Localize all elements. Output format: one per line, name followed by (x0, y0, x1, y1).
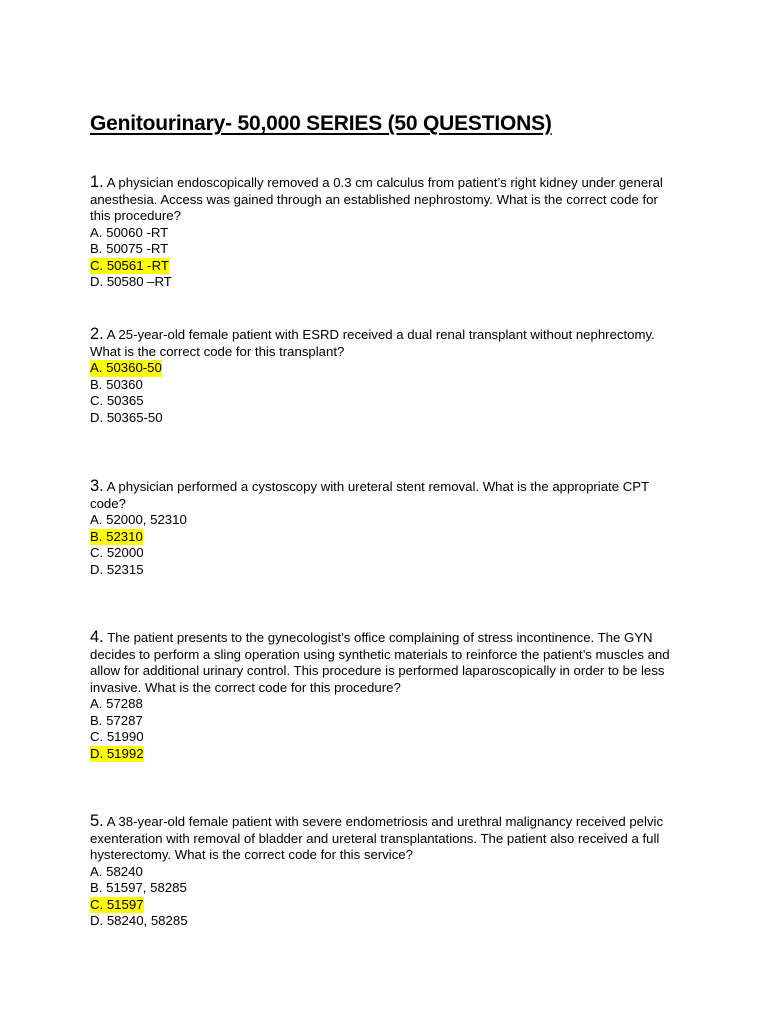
answer-option-c: C. 50365 (90, 393, 144, 408)
question-stem (90, 813, 680, 864)
answer-option-b: B. 51597, 58285 (90, 880, 187, 895)
answer-option-c: C. 51597 (90, 896, 144, 912)
question-number: 5. (90, 812, 104, 830)
answer-option-a: A. 52000, 52310 (90, 512, 187, 527)
question-number: 2. (90, 325, 104, 343)
answer-option-c: C. 50561 -RT (90, 257, 169, 273)
question-text: The patient presents to the gynecologist’s office complaining of stress incontinence. The GYN decides to perform a sling operation using synthetic materials to reinforce the patient’s muscles and allow for additional urinary control. This procedure is performed laparoscopically in order to be less invasive. What is the correct code for this procedure? (90, 630, 670, 695)
answer-option-d: D. 50580 –RT (90, 274, 172, 289)
answer-option-b: B. 57287 (90, 712, 143, 728)
answer-option-c: C. 51990 (90, 729, 144, 744)
document-title: Genitourinary- 50,000 SERIES (50 QUESTIONS) (90, 112, 552, 135)
question-text: A 38-year-old female patient with severe endometriosis and urethral malignancy received pelvic exenteration with removal of bladder and ureteral transplantations. The patient also received a full hysterectomy. What is the correct code for this service? (90, 814, 664, 862)
answer-option-d: D. 50365-50 (90, 409, 163, 425)
answer-option-b: B. 52310 (90, 528, 143, 544)
question-5 (90, 813, 680, 930)
question-stem (90, 326, 680, 360)
answer-option-c: C. 52000 (90, 545, 144, 560)
question-text: A physician endoscopically removed a 0.3 cm calculus from patient’s right kidney under general anesthesia. Access was gained through an established nephrostomy. What is the correct code for this procedure? (90, 175, 663, 223)
question-number: 1. (90, 173, 104, 191)
answer-option-d: D. 51992 (90, 745, 144, 761)
answer-option-a: A. 50360-50 (90, 360, 162, 375)
question-stem (90, 174, 680, 225)
question-number: 3. (90, 477, 104, 495)
question-text: A 25-year-old female patient with ESRD received a dual renal transplant without nephrectomy. What is the correct code for this transplant? (90, 327, 655, 359)
answer-option-a: A. 58240 (90, 863, 143, 879)
question-4 (90, 629, 680, 762)
question-3 (90, 478, 680, 578)
answer-option-d: D. 58240, 58285 (90, 913, 188, 928)
question-text: A physician performed a cystoscopy with ureteral stent removal. What is the appropriate CPT code? (90, 479, 649, 511)
question-number: 4. (90, 628, 104, 646)
question-2 (90, 326, 680, 426)
answer-option-a: A. 57288 (90, 696, 143, 711)
question-stem (90, 478, 680, 512)
question-1 (90, 174, 680, 291)
answer-option-d: D. 52315 (90, 561, 144, 577)
question-stem (90, 629, 680, 696)
answer-option-a: A. 50060 -RT (90, 224, 169, 240)
answer-option-b: B. 50360 (90, 376, 143, 392)
answer-option-b: B. 50075 -RT (90, 241, 169, 256)
